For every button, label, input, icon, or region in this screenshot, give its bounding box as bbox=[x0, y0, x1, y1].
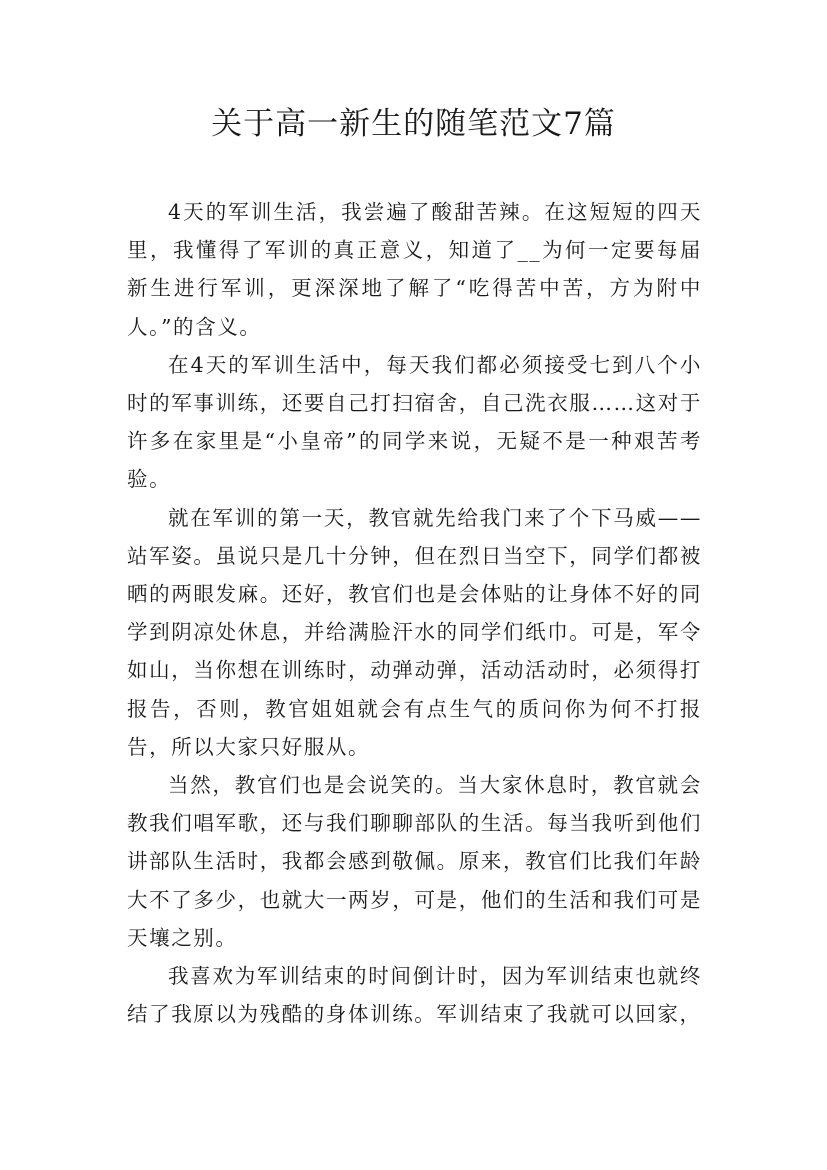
paragraph-2: 在4天的军训生活中，每天我们都必须接受七到八个小时的军事训练，还要自己打扫宿舍，自己洗衣服……这对于许多在家里是“小皇帝”的同学来说，无疑不是一种艰苦考验。 bbox=[127, 352, 702, 492]
document-body bbox=[127, 193, 702, 1033]
paragraph-5: 我喜欢为军训结束的时间倒计时，因为军训结束也就终结了我原以为残酷的身体训练。军训结束了我就可以回家， bbox=[127, 964, 702, 1027]
paragraph-4: 当然，教官们也是会说笑的。当大家休息时，教官就会教我们唱军歌，还与我们聊聊部队的生活。每当我听到他们讲部队生活时，我都会感到敬佩。原来，教官们比我们年龄大不了多少，也就大一两岁，可是，他们的生活和我们可是天壤之别。 bbox=[127, 773, 702, 950]
document-title: 关于高一新生的随笔范文7篇 bbox=[211, 106, 616, 142]
paragraph-3: 就在军训的第一天，教官就先给我门来了个下马威——站军姿。虽说只是几十分钟，但在烈日当空下，同学们都被晒的两眼发麻。还好，教官们也是会体贴的让身体不好的同学到阴凉处休息，并给满脸汗水的同学们纸巾。可是，军令如山，当你想在训练时，动弹动弹，活动活动时，必须得打报告，否则，教官姐姐就会有点生气的质问你为何不打报告，所以大家只好服从。 bbox=[127, 505, 702, 759]
paragraph-1: 4天的军训生活，我尝遍了酸甜苦辣。在这短短的四天里，我懂得了军训的真正意义，知道了__为何一定要每届新生进行军训，更深深地了解了“吃得苦中苦，方为附中人。”的含义。 bbox=[127, 200, 702, 339]
